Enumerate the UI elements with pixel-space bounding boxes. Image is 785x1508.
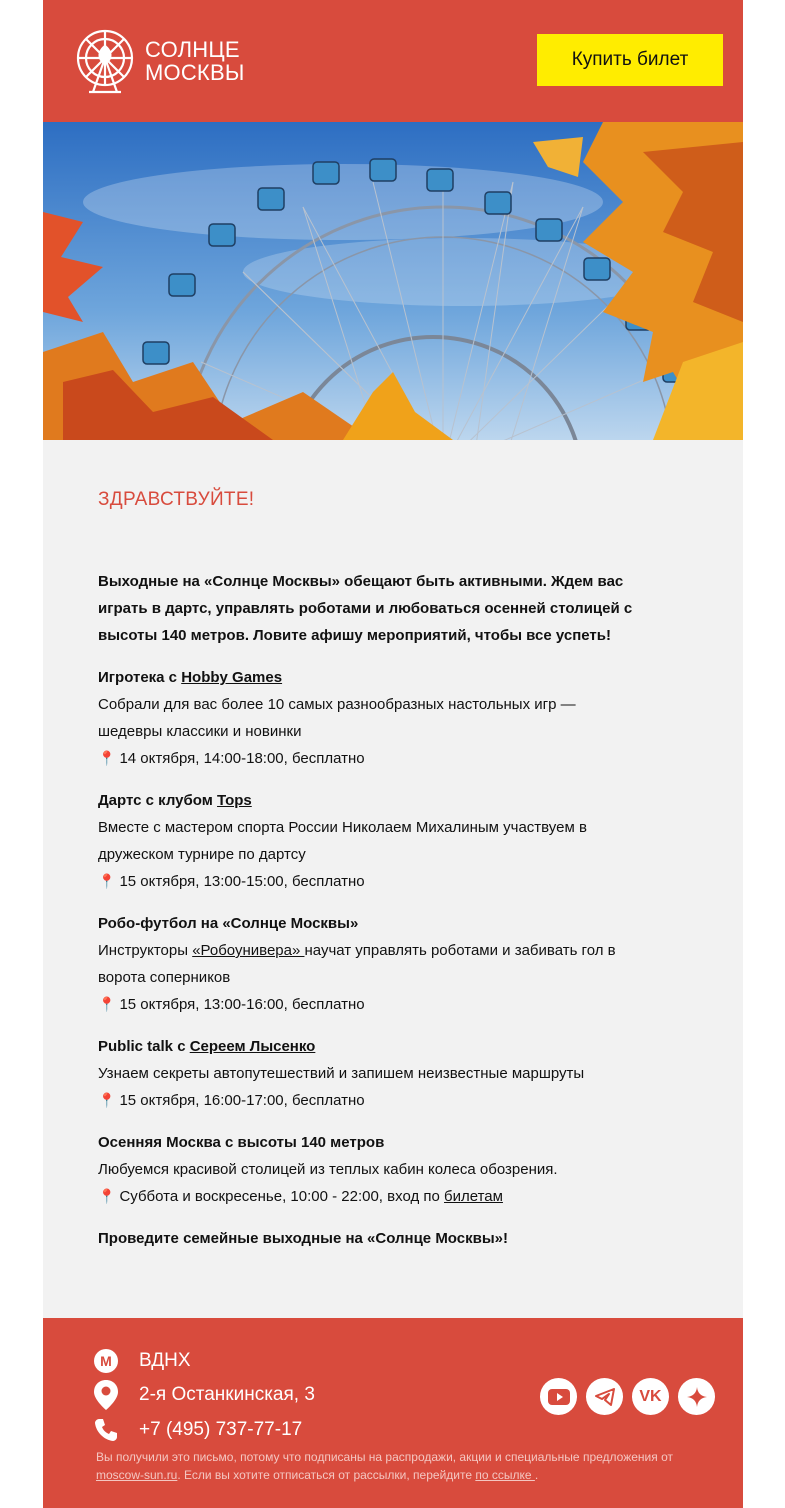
pin-icon: 📍: [98, 750, 116, 766]
event-description: Узнаем секреты автопутешествий и запишем неизвестные маршруты: [98, 1065, 585, 1082]
social-links: [540, 1378, 715, 1415]
legal-end: .: [534, 1468, 539, 1482]
event-public-talk: [98, 1033, 643, 1114]
site-link[interactable]: moscow-sun.ru: [96, 1468, 178, 1482]
event-description: Любуемся красивой столицей из теплых кабин колеса обозрения.: [98, 1161, 558, 1178]
legal-part-2: . Если вы хотите отписаться от рассылки, перейдите: [177, 1468, 476, 1482]
vk-icon[interactable]: [632, 1378, 669, 1415]
pin-icon: 📍: [98, 1092, 116, 1108]
event-title: [98, 1033, 643, 1060]
location-pin-icon: [93, 1382, 119, 1408]
logo[interactable]: [73, 28, 273, 94]
event-when-text: 14 октября, 14:00-18:00, бесплатно: [119, 750, 365, 767]
email-footer: [43, 1318, 743, 1508]
tops-link[interactable]: Tops: [217, 792, 252, 809]
buy-ticket-button[interactable]: Купить билет: [537, 34, 723, 86]
ferris-wheel-autumn-illustration: [43, 122, 743, 440]
event-boardgames: [98, 664, 643, 772]
intro-text: Выходные на «Солнце Москвы» обещают быть активными. Ждем вас играть в дартс, управлять роботами и любоваться осенней столицей с высоты 140 метров. Ловите афишу мероприятий, чтобы все успеть!: [98, 573, 633, 644]
event-title-prefix: Дартс с клубом: [98, 792, 218, 809]
hero-image: [43, 122, 743, 440]
tickets-link[interactable]: билетам: [444, 1188, 503, 1205]
lysenko-link[interactable]: Сереем Лысенко: [189, 1038, 316, 1055]
dzen-icon[interactable]: [678, 1378, 715, 1415]
event-when-text: Суббота и воскресенье, 10:00 - 22:00, вход по: [119, 1188, 445, 1205]
event-when-text: 15 октября, 13:00-16:00, бесплатно: [119, 996, 365, 1013]
legal-text: [96, 1448, 696, 1484]
telegram-icon[interactable]: [586, 1378, 623, 1415]
event-when: [98, 868, 643, 895]
event-title: Робо-футбол на «Солнце Москвы»: [98, 915, 359, 932]
event-robofootball: [98, 910, 643, 1018]
metro-icon-letter: M: [100, 1353, 112, 1369]
phone-number[interactable]: +7 (495) 737-77-17: [139, 1419, 303, 1440]
vk-label: VK: [639, 1387, 662, 1405]
event-darts: [98, 787, 643, 895]
closing-text: Проведите семейные выходные на «Солнце Москвы»!: [98, 1230, 508, 1247]
email-body: [98, 440, 643, 1252]
event-autumn-view: [98, 1129, 643, 1210]
event-title-prefix: Public talk с: [98, 1038, 190, 1055]
youtube-icon[interactable]: [540, 1378, 577, 1415]
event-when: [98, 1087, 643, 1114]
event-title: [98, 664, 643, 691]
event-when: [98, 991, 643, 1018]
event-title: [98, 787, 643, 814]
event-when: [98, 745, 643, 772]
robouniver-link[interactable]: «Робоунивера»: [192, 942, 305, 959]
pin-icon: 📍: [98, 1188, 116, 1204]
pin-icon: 📍: [98, 996, 116, 1012]
event-when-text: 15 октября, 13:00-15:00, бесплатно: [119, 873, 365, 890]
event-description: [98, 937, 643, 991]
logo-text: [145, 38, 245, 84]
pin-icon: 📍: [98, 873, 116, 889]
metro-icon: [93, 1348, 119, 1374]
metro-name: ВДНХ: [139, 1350, 191, 1371]
metro-station: [93, 1348, 191, 1374]
email-header: [43, 0, 743, 122]
event-description: Вместе с мастером спорта России Николаем Михалиным участвуем в дружеском турнире по дартсу: [98, 819, 587, 863]
address: [93, 1382, 315, 1408]
event-when: [98, 1183, 643, 1210]
logo-line-2: МОСКВЫ: [145, 60, 245, 85]
unsubscribe-link[interactable]: по ссылке: [475, 1468, 535, 1482]
event-description: Собрали для вас более 10 самых разнообразных настольных игр — шедевры классики и новинки: [98, 696, 576, 740]
event-title-prefix: Игротека с: [98, 669, 182, 686]
event-when-text: 15 октября, 16:00-17:00, бесплатно: [119, 1092, 365, 1109]
hobby-games-link[interactable]: Hobby Games: [181, 669, 283, 686]
event-description-prefix: Инструкторы: [98, 942, 193, 959]
phone-icon: [93, 1417, 119, 1443]
event-description-suffix: научат управлять роботами и забивать гол в ворота соперников: [98, 942, 616, 986]
event-title: Осенняя Москва с высоты 140 метров: [98, 1134, 385, 1151]
logo-line-1: СОЛНЦЕ: [145, 37, 240, 62]
greeting: ЗДРАВСТВУЙТЕ!: [98, 489, 255, 510]
email-container: [43, 0, 743, 1508]
phone[interactable]: [93, 1417, 302, 1443]
ferris-wheel-logo-icon: [73, 28, 137, 94]
address-text: 2-я Останкинская, 3: [139, 1384, 315, 1405]
legal-part-1: Вы получили это письмо, потому что подписаны на распродажи, акции и специальные предложения от: [96, 1450, 673, 1464]
